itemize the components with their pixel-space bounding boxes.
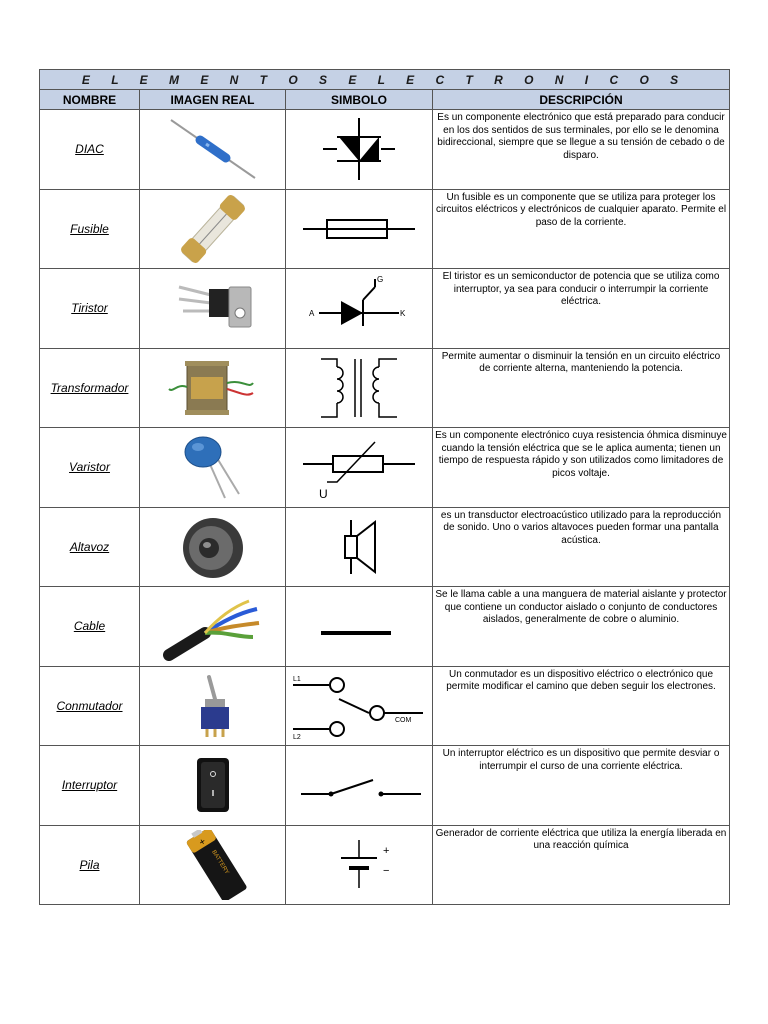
component-description: Un fusible es un componente que se utiliza para proteger los circuitos eléctricos y electrónicos de cualquier aparato. Permite el paso de la corriente. bbox=[433, 189, 730, 269]
elementos-table bbox=[39, 69, 730, 905]
fusible-symbol bbox=[286, 189, 433, 269]
component-name: Varistor bbox=[40, 428, 140, 508]
component-name: Fusible bbox=[40, 189, 140, 269]
transformador-symbol bbox=[286, 348, 433, 428]
interruptor-photo bbox=[140, 746, 286, 826]
component-name: Pila bbox=[40, 825, 140, 905]
table-title: E L E M E N T O S E L E C T R O N I C O S bbox=[40, 70, 730, 90]
component-description: Un conmutador es un dispositivo eléctrico o electrónico que permite modificar el camino que deben seguir los electrones. bbox=[433, 666, 730, 746]
battery-label: BATTERY bbox=[209, 849, 230, 876]
header-row bbox=[40, 90, 730, 110]
header-simbolo: SIMBOLO bbox=[286, 90, 433, 110]
varistor-photo bbox=[140, 428, 286, 508]
altavoz-symbol bbox=[286, 507, 433, 587]
pila-symbol bbox=[286, 825, 433, 905]
label-a: A bbox=[309, 309, 315, 319]
component-name: Tiristor bbox=[40, 269, 140, 349]
title-row bbox=[40, 70, 730, 90]
altavoz-photo bbox=[140, 507, 286, 587]
table-row bbox=[40, 825, 730, 905]
component-description: Un interruptor eléctrico es un dispositivo que permite desviar o interrumpir el curso de una corriente eléctrica. bbox=[433, 746, 730, 826]
label-minus: − bbox=[383, 864, 390, 877]
fusible-photo bbox=[140, 189, 286, 269]
component-name: Conmutador bbox=[40, 666, 140, 746]
cable-symbol bbox=[286, 587, 433, 667]
table-row bbox=[40, 348, 730, 428]
component-description: Es un componente electrónico cuya resistencia óhmica disminuye cuando la tensión eléctrica que se le aplica aumenta; tienen un tiempo de respuesta rápido y son utilizados como limitadores de picos voltaje. bbox=[433, 428, 730, 508]
table-row bbox=[40, 269, 730, 349]
label-l1: L1 bbox=[293, 675, 301, 683]
interruptor-symbol bbox=[286, 746, 433, 826]
cable-photo bbox=[140, 587, 286, 667]
component-name: Cable bbox=[40, 587, 140, 667]
component-description: Permite aumentar o disminuir la tensión en un circuito eléctrico de corriente alterna, manteniendo la potencia. bbox=[433, 348, 730, 428]
conmutador-symbol bbox=[286, 666, 433, 746]
header-descripcion: DESCRIPCIÓN bbox=[433, 90, 730, 110]
component-name: Transformador bbox=[40, 348, 140, 428]
header-imagen: IMAGEN REAL bbox=[140, 90, 286, 110]
component-description: Se le llama cable a una manguera de material aislante y protector que contiene un conductor aislado o conjunto de conductores aislados, generalmente de cobre o aluminio. bbox=[433, 587, 730, 667]
label-com: COM bbox=[395, 716, 412, 724]
table-row bbox=[40, 666, 730, 746]
header-nombre: NOMBRE bbox=[40, 90, 140, 110]
conmutador-photo bbox=[140, 666, 286, 746]
pila-photo bbox=[140, 825, 286, 905]
component-description: es un transductor electroacústico utilizado para la reproducción de sonido. Uno o varios altavoces pueden formar una pantalla acústica. bbox=[433, 507, 730, 587]
component-description: Generador de corriente eléctrica que utiliza la energía liberada en una reacción química bbox=[433, 825, 730, 905]
component-name: DIAC bbox=[40, 110, 140, 190]
component-description: El tiristor es un semiconductor de potencia que se utiliza como interruptor, ya sea para conducir o interrumpir la corriente eléctrica. bbox=[433, 269, 730, 349]
component-name: Interruptor bbox=[40, 746, 140, 826]
label-k: K bbox=[400, 309, 406, 319]
label-u: U bbox=[319, 487, 328, 502]
label-l2: L2 bbox=[293, 733, 301, 741]
component-name: Altavoz bbox=[40, 507, 140, 587]
table-row bbox=[40, 110, 730, 190]
label-plus: + bbox=[383, 844, 390, 857]
label-g: G bbox=[377, 275, 384, 285]
varistor-symbol bbox=[286, 428, 433, 508]
diac-photo bbox=[140, 110, 286, 190]
table-row bbox=[40, 428, 730, 508]
tiristor-photo bbox=[140, 269, 286, 349]
component-description: Es un componente electrónico que está preparado para conducir en los dos sentidos de sus terminales, por ello se le denomina bidireccional, siempre que se llegue a su tensión de cebado o de disparo. bbox=[433, 110, 730, 190]
diac-symbol bbox=[286, 110, 433, 190]
transformador-photo bbox=[140, 348, 286, 428]
table-row bbox=[40, 189, 730, 269]
svg-text:+: + bbox=[196, 836, 208, 849]
table-row bbox=[40, 507, 730, 587]
table-row bbox=[40, 587, 730, 667]
table-row bbox=[40, 746, 730, 826]
tiristor-symbol bbox=[286, 269, 433, 349]
